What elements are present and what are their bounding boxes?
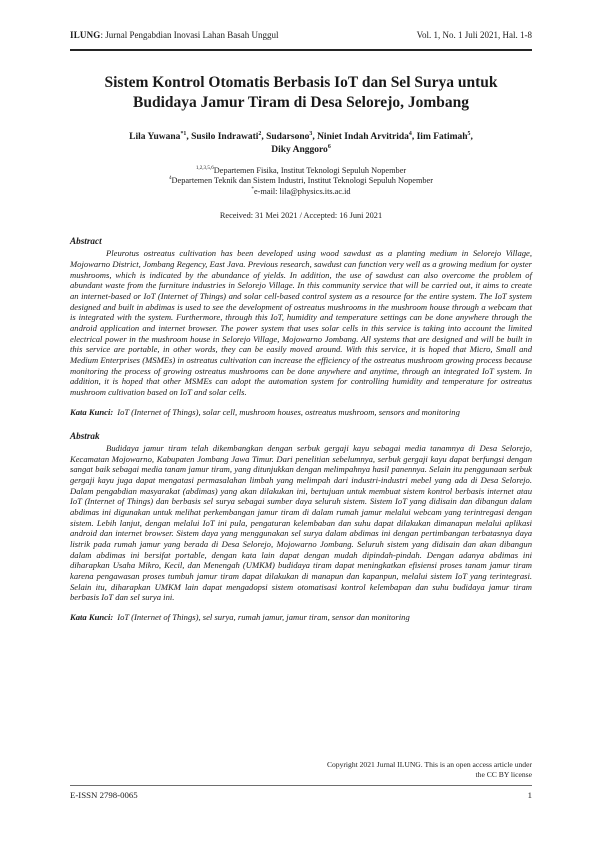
affiliation-line: $^{1,2,3,5,6}$Departemen Fisika, Institut Teknologi Sepuluh Nopember xyxy=(195,164,407,175)
authors-line1 xyxy=(129,132,473,142)
journal-header xyxy=(70,30,532,40)
keywords-en-text: IoT (Internet of Things), solar cell, mushroom houses, ostreatus mushroom, sensors and monitoring xyxy=(117,406,460,417)
journal-name: ILUNG xyxy=(70,30,101,40)
author: Iim Fatimah$^5$, xyxy=(416,130,473,142)
keywords-en xyxy=(70,407,532,418)
author-list xyxy=(70,131,532,158)
author-affiliation-marker: 6 xyxy=(327,144,331,151)
email-line: *e-mail: lila@physics.its.ac.id xyxy=(251,186,351,197)
keywords-id xyxy=(70,612,532,623)
abstract-id-body: Budidaya jamur tiram telah dikembangkan dengan serbuk gergaji kayu sebagai media tanamnya di Desa Selorejo, Kecamatan Mojowarno, Kabupaten Jombang Jawa Timur. Dari penelitian sebelumnya, serbuk gergaji kayu dapat berfungsi dengan sangat baik sebagai media tanam jamur tiram, yang ditunjukkan dengan melimpahnya hasil panennya. Selain itu penggunaan serbuk gergaji kayu juga dapat mengatasi permasalahan limbah yang melimpah dari industri-industri mebel yang ada di Desa Selorejo. Dalam pengabdian masyarakat (abdimas) yang akan dilakukan ini, bertujuan untuk membuat sistem kontrol berbasis internet atau IoT (Internet of Things) dan berbasis sel surya sebagai sumber daya seluruh sistem. Sistem IoT yang didisain dan dibangun dalam abdimas ini digunakan untuk melihat perkembangan jamur tiram di dalam rumah jamur melalui webcam yang terintregasi dengan sistem. Lebih lanjut, dengan melalui IoT ini pula, pengaturan kelembaban dan suhu dapat dilakukan dimanapun melalui aplikasi android dan internet browser. Sistem daya yang menggunakan sel surya dalam abdimas ini dengan pertimbangan terbatasnya daya listrik pada rumah jamur yang berada di Desa Selorejo, Mojowarno Jombang. Seluruh sistem yang didisain dan akan dibangun dalam abdimas ini bersifat portable, dengan kata lain dapat dengan mudah dipindah-pindah. Dengan adanya abdimas ini diharapkan Usaha Mikro, Kecil, dan Menengah (UMKM) budidaya tiram dapat meningkatkan efisiensi proses tanam jamur tiram karena pengawasan proses tumbuh jamur tiram dapat dilakukan di manapun dan kapanpun, melalui sistem IoT yang terintegrasi. Selain itu, diharapkan UMKM lain dapat mengadopsi sistem otomatisasi kontrol kelembapan dan suhu budidaya jamur tiram berbasis IoT dan sel surya ini. xyxy=(70,443,532,603)
keywords-id-label: Kata Kunci: xyxy=(70,612,114,622)
author: Susilo Indrawati$^2$, xyxy=(191,130,267,142)
page-number: 1 xyxy=(527,790,532,801)
article-title-line2: Budidaya Jamur Tiram di Desa Selorejo, Jombang xyxy=(132,94,470,112)
received-accepted-line: Received: 31 Mei 2021 / Accepted: 16 Juni 2021 xyxy=(219,211,383,221)
author: Lila Yuwana$^{*1}$, xyxy=(129,130,192,142)
header-rule xyxy=(70,49,532,51)
author-affiliation-marker: 2 xyxy=(258,130,262,137)
article-title xyxy=(70,73,532,114)
journal-subtitle: : Jurnal Pengabdian Inovasi Lahan Basah Unggul xyxy=(100,30,279,40)
author-affiliation-marker: *1 xyxy=(180,130,187,137)
affiliation-line: $^4$Departemen Teknik dan Sistem Industri, Institut Teknologi Sepuluh Nopember xyxy=(168,175,434,186)
author-affiliation-marker: 3 xyxy=(309,130,313,137)
author-affiliation-marker: 4 xyxy=(408,130,412,137)
author: Niniet Indah Arvitrida$^4$, xyxy=(317,130,417,142)
abstract-id-heading: Abstrak xyxy=(70,431,100,442)
eissn: E-ISSN 2798-0065 xyxy=(70,790,138,801)
journal-title xyxy=(70,30,278,40)
copyright-notice: Copyright 2021 Jurnal ILUNG. This is an open access article under the CC BY license xyxy=(326,760,532,780)
keywords-id-text: IoT (Internet of Things), sel surya, rumah jamur, jamur tiram, sensor dan monitoring xyxy=(117,612,410,622)
abstract-en-heading: Abstract xyxy=(70,236,102,247)
author: Sudarsono$^3$, xyxy=(266,130,318,142)
keywords-en-label: Kata Kunci: xyxy=(70,406,114,417)
author: Diky Anggoro$^6$ xyxy=(271,144,331,156)
page-footer xyxy=(70,760,532,800)
abstract-en-body: Pleurotus ostreatus cultivation has been developed using wood sawdust as a planting medium in Selorejo Village, Mojowarno District, Jombang Regency, East Java. Previous research, sawdust can function very well as a growing medium for oyster mushrooms, which is indicated by the abundance of yields. In addition, the use of sawdust can also overcome the problem of abundant waste from the furniture industries in Selorejo Village. In this community service that will be carried out, it aims to create an internet-based or IoT (Internet of Things) and solar cell-based control system as a resource for the entire system. The IoT system designed and built in abdimas is used to see the development of ostreatus mushrooms in the mushroom house through a webcam that is integrated with the system. Furthermore, through this IoT, humidity and temperature settings can be done anywhere through the android application and internet browser. The power system that uses solar cells in this service is taking into account the limited electrical power in the mushroom house in Selorejo Village, Mojowarno Jombang. All systems that are designed and will be built in this service are portable, in other words, they can be easily moved around. With this service, it is hoped that Micro, Small and Medium Enterprises (MSMEs) in ostreatus cultivation can increase the efficiency of the ostreatus mushroom growing process because monitoring the process of growing ostreatus mushrooms can be done anywhere and anytime, through an integrated IoT system. In addition, it is hoped that other MSMEs can adopt the automation system for controlling humidity and temperature for ostreatus mushroom cultivation based on IoT and solar cells. xyxy=(70,248,532,397)
footer-rule xyxy=(70,785,532,786)
footer-line xyxy=(70,790,532,800)
article-title-line1: Sistem Kontrol Otomatis Berbasis IoT dan Sel Surya untuk xyxy=(104,74,498,91)
issue-info: Vol. 1, No. 1 Juli 2021, Hal. 1-8 xyxy=(416,30,532,40)
author-affiliation-marker: 5 xyxy=(467,130,471,137)
affiliations xyxy=(70,166,532,199)
